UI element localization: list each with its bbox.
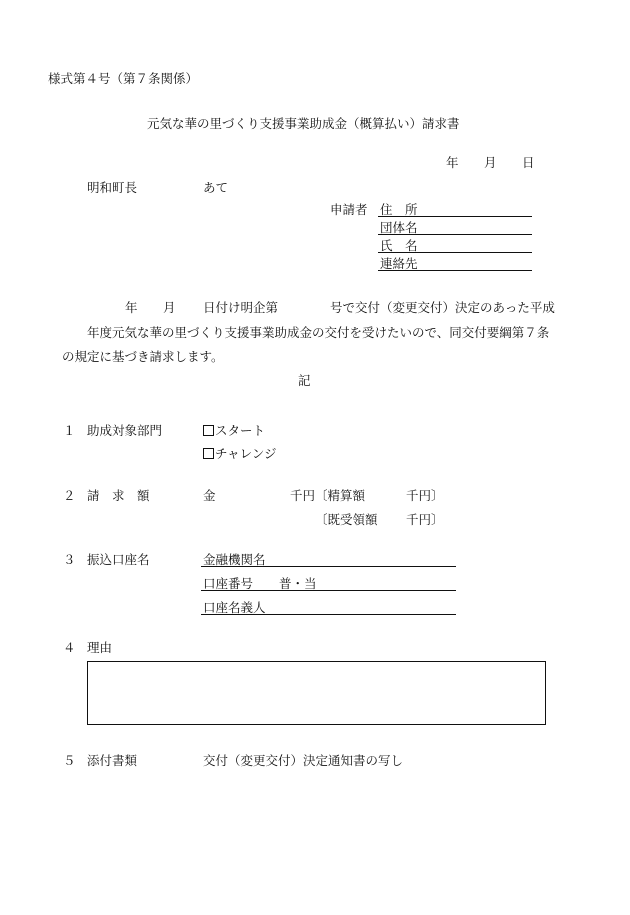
item2-label: 請 求 額 <box>87 488 150 503</box>
option-challenge <box>203 447 277 461</box>
account-type-label: 普・当 <box>279 576 317 591</box>
form-number: 様式第４号（第７条関係） <box>48 71 199 86</box>
applicant-address-label: 住 所 <box>380 202 418 217</box>
received-label: 〔既受領額 <box>315 512 378 527</box>
date-month-label: 月 <box>484 155 497 170</box>
item3-number: ３ <box>63 552 76 567</box>
settlement-unit: 千円〕 <box>406 488 444 503</box>
body-line2: 年度元気な華の里づくり支援事業助成金の交付を受けたいので、同交付要綱第７条 <box>87 325 550 340</box>
item5-number: ５ <box>63 753 76 768</box>
bank-name-line[interactable] <box>201 566 456 567</box>
body-decision-number-label: 日付け明企第 <box>203 300 279 315</box>
bank-name-label: 金融機関名 <box>203 552 266 567</box>
item4-label: 理由 <box>87 640 113 655</box>
account-number-line[interactable] <box>201 590 456 591</box>
option-challenge-label: チャレンジ <box>215 446 277 461</box>
body-line1-rest: 号で交付（変更交付）決定のあった平成 <box>330 300 555 315</box>
applicant-name-line[interactable] <box>378 252 532 253</box>
challenge-checkbox[interactable] <box>203 448 214 459</box>
applicant-address-line[interactable] <box>378 216 532 217</box>
item1-label: 助成対象部門 <box>87 423 163 438</box>
account-holder-line[interactable] <box>201 614 456 615</box>
applicant-group-label: 団体名 <box>380 220 418 235</box>
start-checkbox[interactable] <box>203 425 214 436</box>
settlement-label: 〔精算額 <box>315 488 366 503</box>
document-title: 元気な華の里づくり支援事業助成金（概算払い）請求書 <box>147 116 460 131</box>
body-line3: の規定に基づき請求します。 <box>62 349 224 364</box>
applicant-contact-line[interactable] <box>378 270 532 271</box>
item4-number: ４ <box>63 640 76 655</box>
addressee-suffix: あて <box>203 180 229 195</box>
amount-prefix: 金 <box>203 488 216 503</box>
option-start-label: スタート <box>215 423 266 438</box>
applicant-contact-label: 連絡先 <box>380 256 418 271</box>
ki-heading: 記 <box>298 373 311 388</box>
attachment-value: 交付（変更交付）決定通知書の写し <box>203 753 404 768</box>
amount-unit: 千円 <box>290 488 316 503</box>
body-year-label: 年 <box>125 300 138 315</box>
account-number-label: 口座番号 <box>203 576 254 591</box>
applicant-name-label: 氏 名 <box>380 238 418 253</box>
date-year-label: 年 <box>446 155 459 170</box>
applicant-label: 申請者 <box>330 202 368 217</box>
item5-label: 添付書類 <box>87 753 138 768</box>
account-holder-label: 口座名義人 <box>203 600 266 615</box>
option-start <box>203 424 265 438</box>
addressee-name: 明和町長 <box>87 180 138 195</box>
item2-number: ２ <box>63 488 76 503</box>
applicant-group-line[interactable] <box>378 234 532 235</box>
date-day-label: 日 <box>522 155 535 170</box>
body-month-label: 月 <box>163 300 176 315</box>
item3-label: 振込口座名 <box>87 552 150 567</box>
received-unit: 千円〕 <box>406 512 444 527</box>
reason-textbox[interactable] <box>87 661 546 725</box>
item1-number: １ <box>63 423 76 438</box>
